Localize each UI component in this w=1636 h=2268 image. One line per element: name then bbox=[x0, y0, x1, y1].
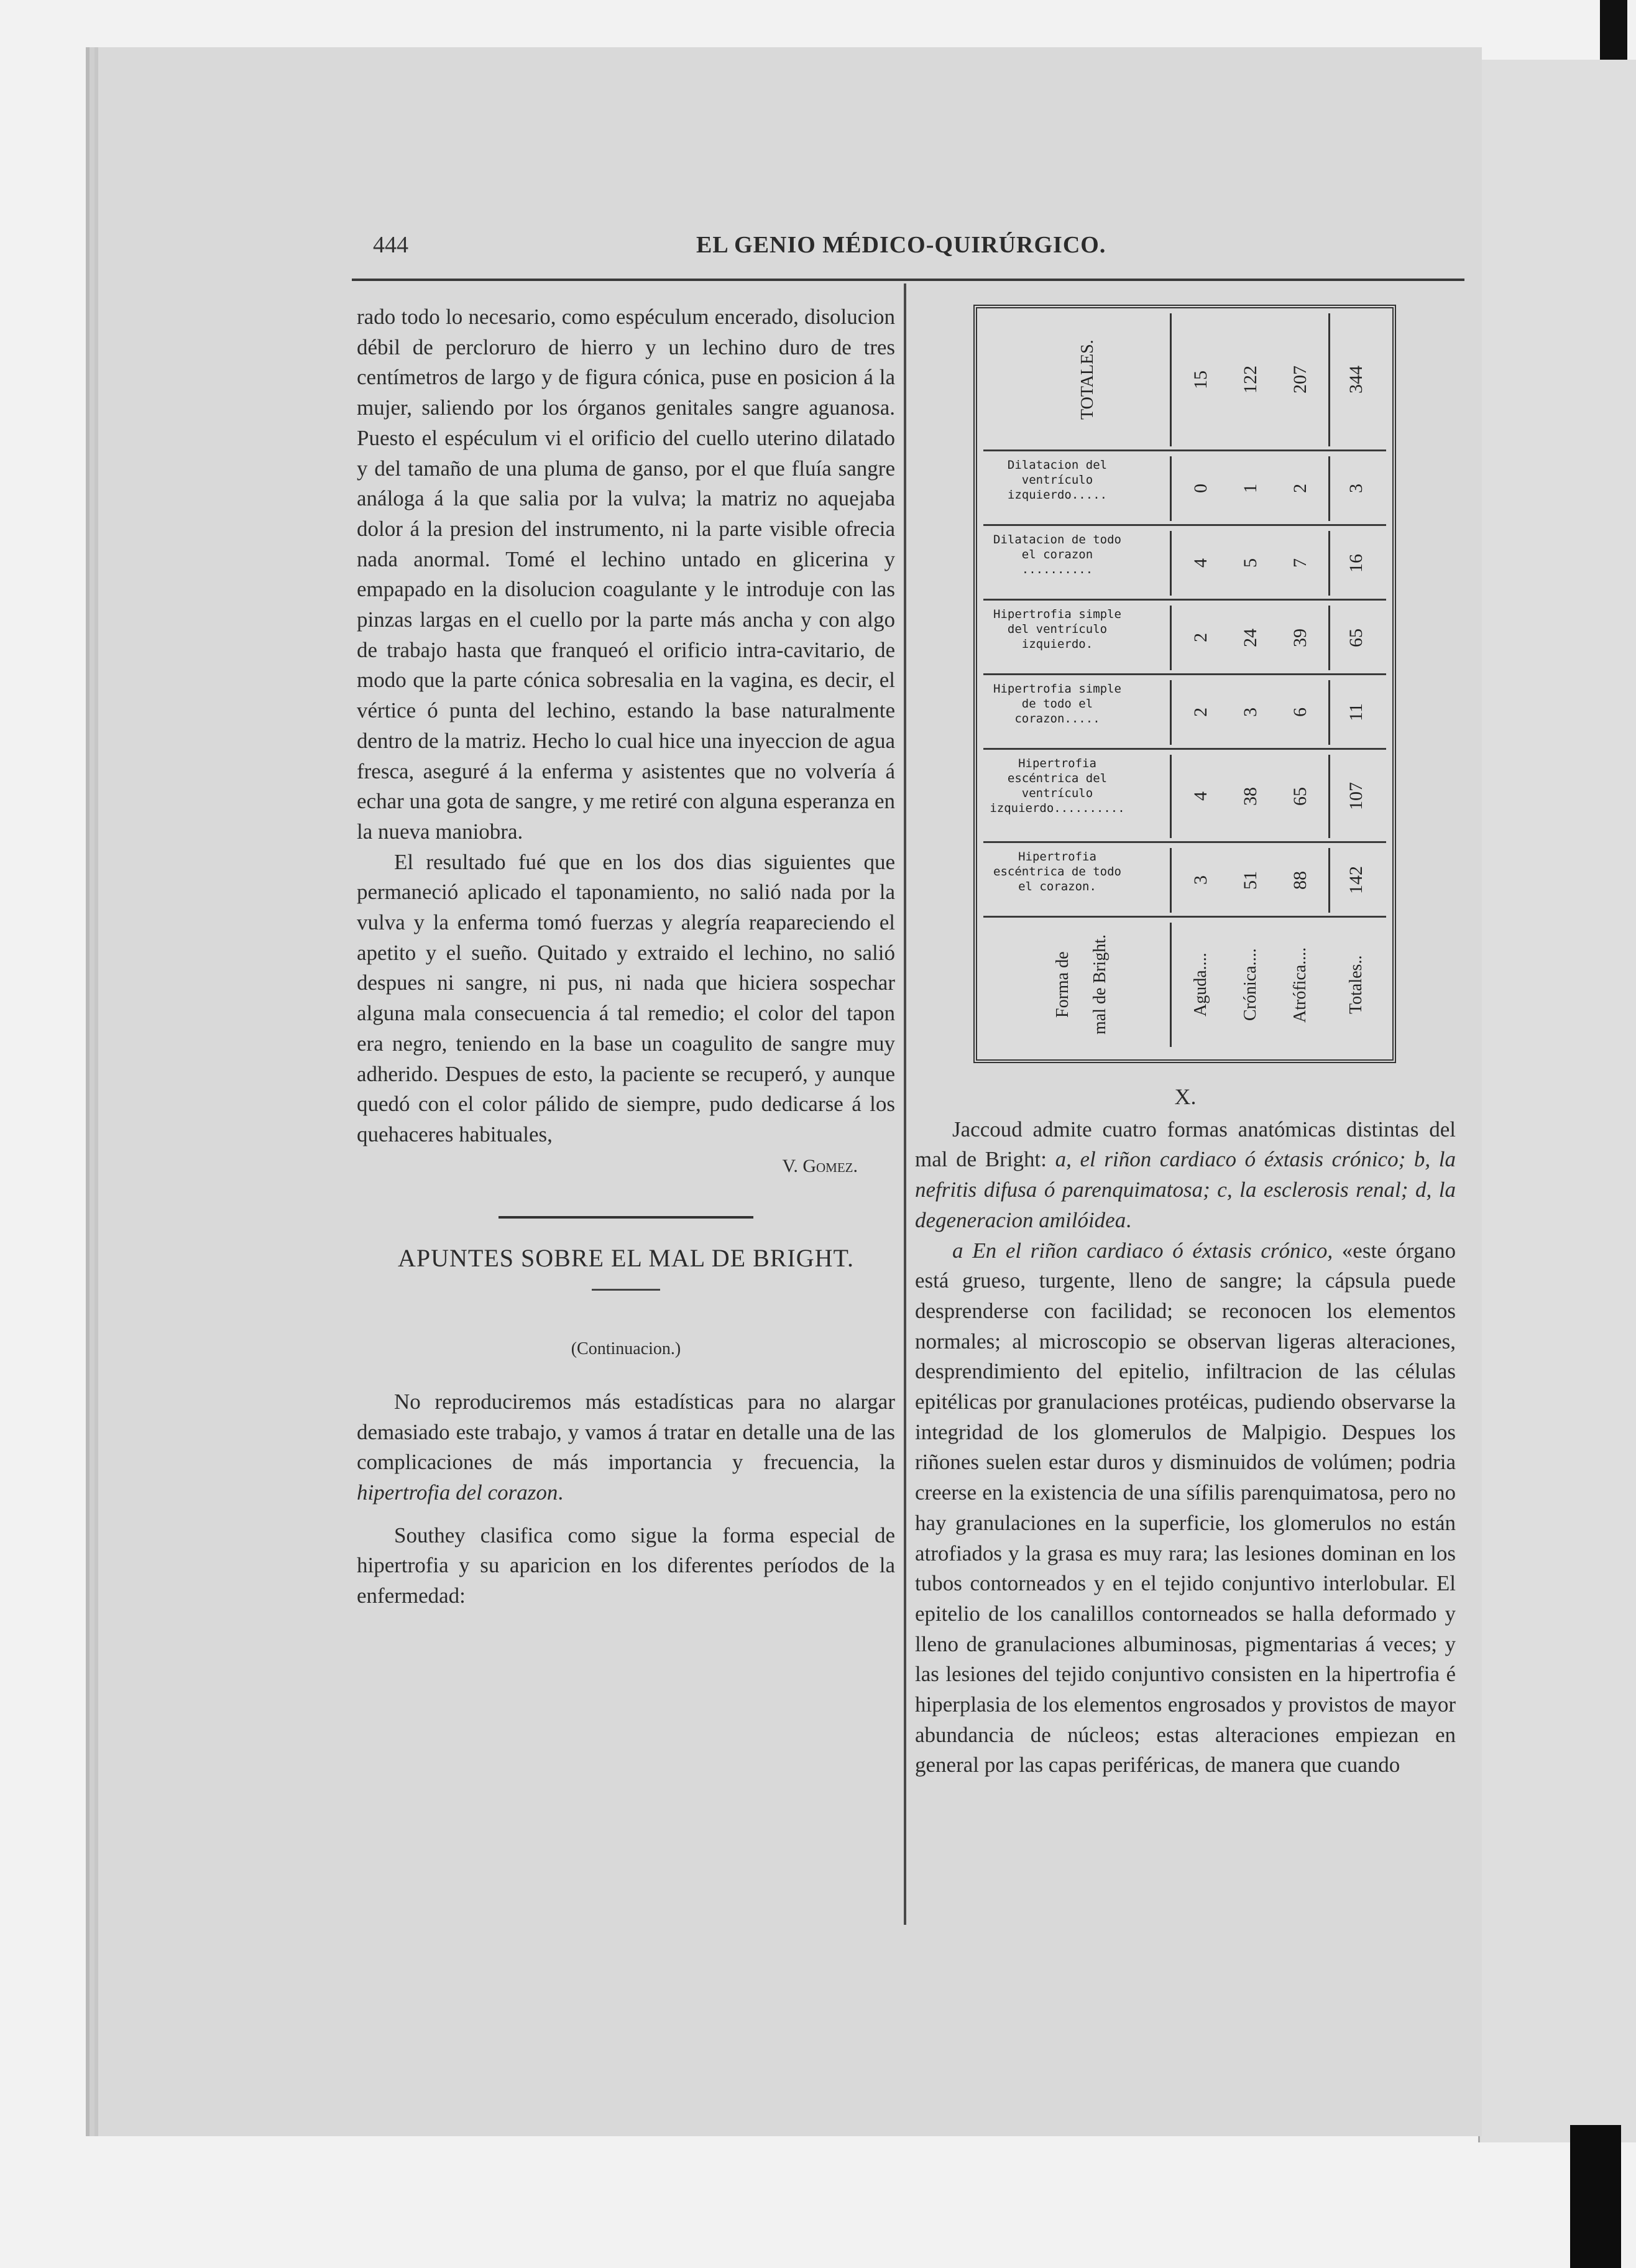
header-rule bbox=[352, 279, 1464, 281]
column-rule bbox=[1170, 456, 1172, 521]
column-header: Crónica.... bbox=[1241, 948, 1260, 1021]
right-column bbox=[915, 1082, 1456, 1781]
table-cell: 88 bbox=[1290, 871, 1310, 890]
continuation-note: (Continuacion.) bbox=[571, 1339, 681, 1359]
table-cell: 39 bbox=[1290, 629, 1310, 647]
table-cell: 2 bbox=[1290, 484, 1310, 494]
table-header-row bbox=[983, 918, 1386, 1052]
table-cell: 65 bbox=[1290, 787, 1310, 806]
binding-clip-bottom bbox=[1570, 2125, 1621, 2268]
paragraph-text: «este órgano está grueso, turgente, lleno de sangre; la cápsula puede desprenderse con facilidad; se reconocen los elementos normales; al microscopio se observan ligeras alteraciones, desprendimiento del epitelio, infiltracion de las células epitélicas por granulaciones protéicas, pudiendo observarse la integridad de los glomerulos de Malpigio. Despues los riñones suelen estar duros y disminuidos de volúmen; podria creerse en la existencia de una sífilis parenquimatosa, pero no hay granulaciones en la superficie, los glomerulos no están atrofiados y la grasa es muy rara; las lesiones dominan en los tubos contorneados y en el tejido conjuntivo interlobular. El epitelio de los canalillos contorneados se halla deformado y lleno de granulaciones albuminosas, pigmentarias á veces; y las lesiones del tejido conjuntivo consisten en la hipertrofia é hiperplasia de los elementos engrosados y provistos de mayor abundancia de núcleos; estas alteraciones empiezan en general por las capas periféricas, de manera que cuando bbox=[915, 1238, 1456, 1777]
page-number: 444 bbox=[373, 232, 408, 258]
southey-table bbox=[973, 305, 1396, 1063]
facing-page-edge bbox=[1478, 60, 1636, 2142]
table-cell-total: 344 bbox=[1346, 366, 1366, 394]
column-rule bbox=[1328, 755, 1330, 838]
table-cell-total: 207 bbox=[1290, 366, 1310, 394]
table-cell: 3 bbox=[1346, 484, 1366, 494]
author-signature: V. Gomez. bbox=[782, 1155, 858, 1176]
table-cell: 38 bbox=[1240, 787, 1261, 806]
table-cell: 4 bbox=[1190, 791, 1211, 801]
table-cell: 4 bbox=[1190, 558, 1211, 568]
paragraph-text: . bbox=[558, 1480, 564, 1505]
column-header: Totales.. bbox=[1346, 955, 1366, 1015]
table-cell: 24 bbox=[1240, 629, 1261, 647]
paragraph-text: Jaccoud admite cuatro formas anatómicas distintas del mal de Bright: bbox=[915, 1117, 1456, 1172]
column-rule bbox=[1328, 531, 1330, 596]
section-separator bbox=[499, 1216, 753, 1219]
table-row bbox=[983, 601, 1386, 675]
emphasis-text: a En el riñon cardiaco ó éxtasis crónico, bbox=[952, 1238, 1333, 1263]
paragraph: El resultado fué que en los dos dias siguientes que permaneció aplicado el taponamiento, no salió nada por la vulva y la enferma tomó fuerzas y alegría reapareciendo el apetito y el sueño. Quitado y extraido el lechino, no salió despues ni sangre, ni pus, ni nada que hiciera sospechar alguna mala consecuencia á tal remedio; el color del tapon era negro, teniendo en la base un coagulito de sangre muy adherido. Despues de esto, la paciente se recuperó, y aunque quedó con el color pálido de siempre, pudo dedicarse á los quehaceres habituales, bbox=[357, 849, 895, 1146]
section-number: X. bbox=[1174, 1084, 1197, 1109]
binding-clip-top bbox=[1600, 0, 1627, 60]
totals-label: TOTALES. bbox=[1078, 339, 1097, 420]
left-column bbox=[357, 302, 895, 1611]
column-rule bbox=[1170, 680, 1172, 745]
column-rule bbox=[1170, 606, 1172, 670]
table-row bbox=[983, 675, 1386, 750]
column-rule bbox=[1328, 680, 1330, 745]
running-header bbox=[361, 231, 1479, 269]
header-label-line2: mal de Bright. bbox=[1090, 934, 1110, 1035]
column-rule bbox=[1170, 923, 1172, 1047]
paragraph: rado todo lo necesario, como espéculum encerado, disolucion débil de percloruro de hierro y un lechino duro de tres centímetros de largo y de figura cónica, puse en posicion á la mujer, saliendo por los órganos genitales sangre aguanosa. Puesto el espéculum vi el orificio del cuello uterino dilatado y del tamaño de una pluma de ganso, por el que fluía sangre análoga á la que salia por la vulva; la matriz no aquejaba dolor á la presion del instrumento, ni la parte visible ofrecia nada anormal. Tomé el lechino untado en glicerina y empapado en la disolucion coagulante y le introduje con las pinzas largas en el cuello por la parte más ancha y con algo de trabajo hasta que franqueó el orificio intra-cavitario, de modo que la parte cónica sobresalia en la vagina, es decir, el vértice ó punta del lechino, estando la base naturalmente dentro de la matriz. Hecho lo cual hice una inyeccion de agua fresca, aseguré á la enferma y asistentes que no volvería á echar una gota de sangre, y me retiré con alguna esperanza en la nueva maniobra. bbox=[357, 305, 895, 844]
column-rule bbox=[1328, 848, 1330, 913]
table-cell: 65 bbox=[1346, 629, 1366, 647]
table-row-label: Dilatacion de todo el corazon .......... bbox=[993, 533, 1121, 576]
table-cell: 7 bbox=[1290, 558, 1310, 568]
table-row bbox=[983, 526, 1386, 601]
table-row bbox=[983, 843, 1386, 918]
paragraph bbox=[357, 1387, 895, 1508]
column-divider bbox=[904, 284, 906, 1925]
column-header: Aguda.... bbox=[1191, 952, 1210, 1017]
table-cell: 2 bbox=[1190, 633, 1211, 643]
table-cell: 16 bbox=[1346, 554, 1366, 573]
column-rule bbox=[1328, 606, 1330, 670]
table-cell: 3 bbox=[1190, 875, 1211, 885]
table-cell: 3 bbox=[1240, 708, 1261, 717]
column-rule bbox=[1170, 755, 1172, 838]
header-label-line1: Forma de bbox=[1053, 951, 1072, 1018]
emphasis-text: hipertrofia del corazon bbox=[357, 1480, 558, 1505]
paragraph-text: No reproduciremos más estadísticas para no alargar demasiado este trabajo, y vamos á tratar en detalle una de las complicaciones de más importancia y frecuencia, la bbox=[357, 1389, 895, 1475]
table-cell: 51 bbox=[1240, 871, 1261, 890]
table-cell-total: 122 bbox=[1240, 366, 1261, 394]
column-header: Atrófica.... bbox=[1290, 947, 1310, 1023]
column-rule bbox=[1328, 456, 1330, 521]
emphasis-text: a, el riñon cardiaco ó éxtasis crónico; b, la nefritis difusa ó parenquimatosa; c, la esclerosis renal; d, la degeneracion amilóidea bbox=[915, 1147, 1456, 1232]
table-row-label: Hipertrofia simple de todo el corazon..... bbox=[993, 682, 1121, 726]
column-rule bbox=[1170, 313, 1172, 446]
paragraph: Southey clasifica como sigue la forma especial de hipertrofia y su aparicion en los diferentes períodos de la enfermedad: bbox=[357, 1523, 895, 1608]
table-cell: 0 bbox=[1190, 484, 1211, 494]
table-cell: 6 bbox=[1290, 708, 1310, 717]
journal-title: EL GENIO MÉDICO-QUIRÚRGICO. bbox=[696, 232, 1106, 258]
table-cell-total: 15 bbox=[1190, 371, 1211, 389]
table-cell: 2 bbox=[1190, 708, 1211, 717]
paragraph bbox=[915, 1115, 1456, 1236]
table-row-label: Hipertrofia escéntrica del ventrículo izquierdo.......... bbox=[990, 757, 1125, 815]
table-row-label: Hipertrofia escéntrica de todo el corazon. bbox=[993, 850, 1121, 893]
table-cell: 5 bbox=[1240, 558, 1261, 568]
paragraph bbox=[915, 1236, 1456, 1781]
column-rule bbox=[1328, 313, 1330, 446]
column-rule bbox=[1170, 848, 1172, 913]
table-row bbox=[983, 451, 1386, 526]
article-title: APUNTES SOBRE EL MAL DE BRIGHT. bbox=[398, 1244, 854, 1273]
paragraph-text: . bbox=[1126, 1207, 1131, 1232]
title-rule bbox=[592, 1289, 660, 1291]
table-row-label: Hipertrofia simple del ventrículo izquierdo. bbox=[993, 607, 1121, 651]
table-cell: 142 bbox=[1346, 866, 1366, 895]
table-cell: 107 bbox=[1346, 782, 1366, 811]
table-row-label: Dilatacion del ventrículo izquierdo..... bbox=[1007, 458, 1108, 502]
column-rule bbox=[1170, 531, 1172, 596]
table-row-totals bbox=[983, 308, 1386, 451]
table-cell: 1 bbox=[1240, 484, 1261, 494]
table-cell: 11 bbox=[1346, 703, 1366, 722]
table-row bbox=[983, 750, 1386, 843]
